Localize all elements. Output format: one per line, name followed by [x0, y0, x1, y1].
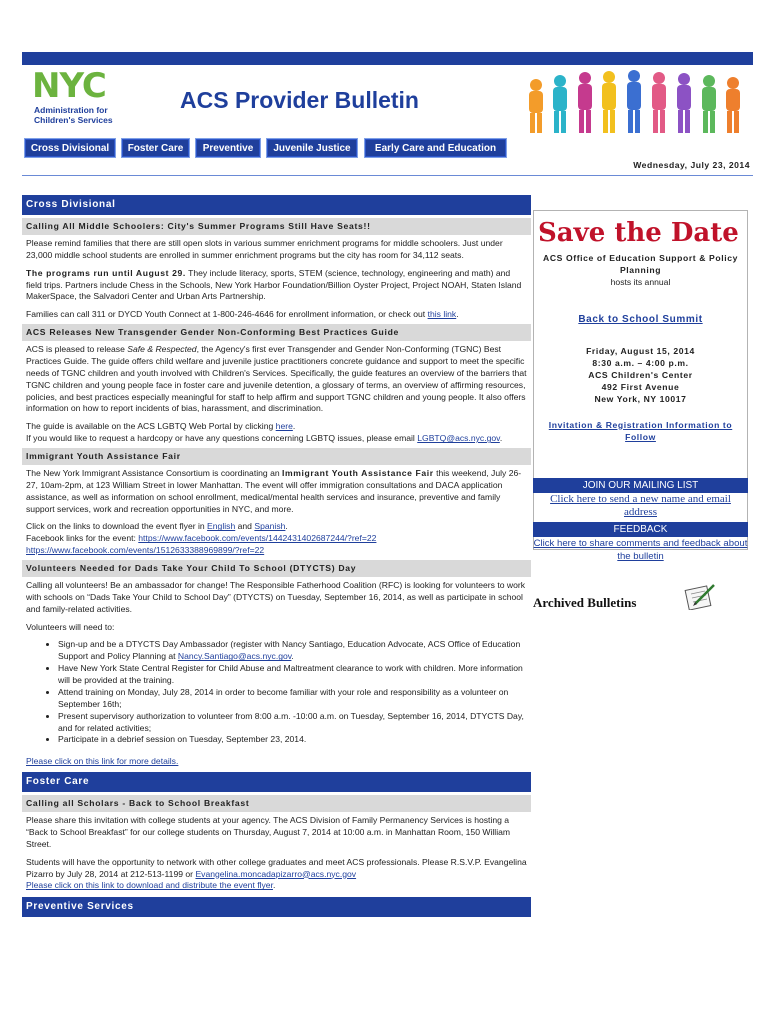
breakfast-p2: [22, 851, 531, 893]
summer-p2-rest: They include literacy, sports, STEM (science, technology, engineering and math) and field trips. Partners include Chess in the Schools, New York Harbor Foundation/Billion Oyster Project, Project NOAH, Staten Island MakerSpace, the Salvadori Center and Urban Arts Partnership.: [26, 267, 522, 302]
summer-p2-lead: The programs run until August 29.: [26, 267, 186, 278]
feedback-link[interactable]: Click here to share comments and feedback about the bulletin: [533, 538, 748, 562]
office-name: ACS Office of Education Support & Policy Planning: [543, 253, 738, 275]
mailing-list-bar: JOIN OUR MAILING LIST: [533, 478, 748, 493]
immigrant-p2-c: Facebook links for the event:: [26, 533, 139, 544]
tgnc-p1-b: , the Agency's first ever Transgender and Gender Non-Conforming (TGNC) Best Practices Guide. The guide offers child welfare and juvenile justice practitioners concrete guidance and support to meet the specific needs of TGNC children and youth involved with Children's Services. Specifically, the guide features an overview of the barriers that TGNC children and young people face in foster care and juvenile detention, a glossary of terms, an overview of affirming resources, policies, and best practices especially meaningful for staff to help affirm and support TGNC children and young people. It also offers information on how to report incidents of bias, harassment, and discrimination.: [26, 344, 527, 414]
summer-p3: [22, 303, 531, 321]
nav-early-care[interactable]: Early Care and Education: [364, 138, 507, 158]
immigrant-p1-bold: Immigrant Youth Assistance Fair: [282, 468, 434, 479]
immigrant-p2-b: .: [285, 521, 288, 532]
dtycts-heading: Volunteers Needed for Dads Take Your Child To School (DTYCTS) Day: [22, 560, 531, 577]
facebook-link-2[interactable]: https://www.facebook.com/events/1512633388969899/?ref=22: [26, 545, 265, 556]
sidebar: [533, 210, 748, 610]
lgbtq-email-link[interactable]: LGBTQ@acs.nyc.gov: [417, 433, 500, 444]
section-nav: [22, 138, 753, 158]
summer-p1: Please remind families that there are still open slots in various summer enrichment programs for middle schoolers. Just under 23,000 middle school students are enrolled in summer enrichment programs but the city has room for 34,112 seats.: [26, 238, 503, 260]
children-silhouettes-image: [512, 69, 752, 135]
section-preventive: Preventive Services: [22, 897, 531, 917]
summer-p2: [22, 262, 531, 304]
nav-foster-care[interactable]: Foster Care: [121, 138, 190, 158]
li1-b: .: [291, 651, 294, 662]
main-content: [22, 195, 531, 917]
mailing-block: [533, 478, 748, 563]
hosts-text: hosts its annual: [610, 276, 671, 287]
immigrant-p2: [22, 515, 531, 557]
header: [22, 65, 753, 135]
event-venue: ACS Children's Center: [588, 370, 693, 381]
nav-cross-divisional[interactable]: Cross Divisional: [24, 138, 116, 158]
volunteer-requirements-list: [22, 633, 531, 746]
logo-subtitle: Administration for Children's Services: [34, 105, 113, 125]
tgnc-p2: [22, 415, 531, 445]
breakfast-flyer-link[interactable]: Please click on this link to download and distribute the event flyer: [26, 880, 273, 891]
flyer-spanish-link[interactable]: Spanish: [254, 521, 286, 532]
list-item: • Participate in a debrief session on Tuesday, September 23, 2014.: [58, 734, 531, 746]
immigrant-p2-and: and: [235, 521, 255, 532]
tgnc-guide-heading: ACS Releases New Transgender Gender Non-Conforming Best Practices Guide: [22, 324, 531, 341]
tgnc-here-link[interactable]: here: [275, 421, 293, 432]
event-street: 492 First Avenue: [601, 381, 680, 392]
save-details: [538, 253, 743, 443]
logo-nyc-word: NYC: [32, 66, 106, 106]
list-item: • Attend training on Monday, July 28, 2014 in order to become familiar with your role and responsibility as a volunteer on September 16th;: [58, 687, 531, 711]
dtycts-p1: Calling all volunteers! Be an ambassador for change! The Responsible Fatherhood Coalition (RFC) is looking for volunteers to work with schools on “Dads Take Your Child to School Day” (DTYCTS) on Tuesday, September 16, 2014, as well as participate in school and family-related activities.: [26, 580, 526, 614]
tgnc-p1-em: Safe & Respected: [127, 344, 197, 355]
event-date: Friday, August 15, 2014: [586, 346, 695, 357]
tgnc-p1: [22, 341, 531, 415]
save-the-date-title: Save the Date: [538, 218, 739, 248]
feedback-bar: FEEDBACK: [533, 522, 748, 537]
tgnc-p2-d: .: [499, 433, 503, 444]
summer-programs-heading: Calling All Middle Schoolers: City's Summer Programs Still Have Seats!!: [22, 218, 531, 235]
archived-label: Archived Bulletins: [533, 595, 637, 610]
immigrant-p1: [22, 465, 531, 515]
dtycts-p2: Volunteers will need to:: [26, 621, 115, 632]
tgnc-p2-a: The guide is available on the ACS LGBTQ Web Portal by clicking: [26, 421, 276, 432]
tgnc-p2-b: .: [292, 421, 296, 432]
li1-a: Sign-up and be a DTYCTS Day Ambassador (register with Nancy Santiago, Education Advocate, ACS Office of Education Support and Policy Planning at: [58, 639, 521, 662]
invitation-link[interactable]: Invitation & Registration Information to Follow: [548, 419, 733, 442]
event-city: New York, NY 10017: [594, 393, 687, 404]
facebook-link-1[interactable]: https://www.facebook.com/events/1442431402687244/?ref=22: [138, 533, 377, 544]
list-item: • Present supervisory authorization to volunteer from 8:00 a.m. -10:00 a.m. on Tuesday, September 16, 2014, DTYCTS Day, and for related activities;: [58, 711, 531, 735]
immigrant-fair-heading: Immigrant Youth Assistance Fair: [22, 448, 531, 465]
tgnc-p2-c: If you would like to request a hardcopy or have any questions concerning LGBTQ issues, please email: [26, 433, 418, 444]
summer-p3-text: Families can call 311 or DYCD Youth Connect at 1-800-246-4646 for enrollment information, or check out: [26, 309, 428, 320]
nyc-acs-logo[interactable]: [28, 66, 148, 131]
evangelina-email-link[interactable]: Evangelina.moncadapizarro@acs.nyc.gov: [195, 868, 357, 879]
event-when-where: [538, 346, 743, 405]
breakfast-p2-b: .: [272, 880, 276, 891]
nancy-email-link[interactable]: Nancy.Santiago@acs.nyc.gov: [177, 651, 292, 662]
breakfast-p2-a: Students will have the opportunity to network with other college graduates and meet ACS professionals. Please R.S.V.P. Evangelina Pizarro by July 28, 2014 at 212-513-1199 or: [26, 856, 527, 879]
summer-p3-end: .: [456, 309, 459, 320]
mailing-list-link[interactable]: Click here to send a new name and email address: [550, 493, 731, 518]
summit-link[interactable]: Back to School Summit: [578, 313, 703, 325]
nav-preventive[interactable]: Preventive: [195, 138, 261, 158]
dtycts-details-link[interactable]: Please click on this link for more details.: [26, 756, 179, 767]
summer-this-link[interactable]: this link: [427, 309, 457, 320]
breakfast-p1: Please share this invitation with college students at your agency. The ACS Division of Family Permanency Services is hosting a “Back to School Breakfast” for our college students on Thursday, August 7, 2014 at 10:00 a.m. in Manhattan Room, 150 William Street.: [26, 815, 511, 849]
list-item: [58, 639, 531, 663]
breakfast-heading: Calling all Scholars - Back to School Breakfast: [22, 795, 531, 812]
tgnc-p1-a: ACS is pleased to release: [26, 344, 128, 355]
immigrant-p2-a: Click on the links to download the event flyer in: [26, 521, 208, 532]
section-cross-divisional: Cross Divisional: [22, 195, 531, 215]
bulletin-title: ACS Provider Bulletin: [180, 87, 419, 113]
flyer-english-link[interactable]: English: [207, 521, 236, 532]
notepad-pencil-icon: [683, 582, 717, 610]
event-time: 8:30 a.m. – 4:00 p.m.: [592, 358, 689, 369]
immigrant-p1-a: The New York Immigrant Assistance Consortium is coordinating an: [26, 468, 283, 479]
list-item: • Have New York State Central Register for Child Abuse and Maltreatment clearance to work with children. More information will be provided at the training.: [58, 663, 531, 687]
bulletin-date: Wednesday, July 23, 2014: [633, 160, 750, 170]
nav-juvenile-justice[interactable]: Juvenile Justice: [266, 138, 358, 158]
header-divider: [22, 175, 753, 176]
section-foster-care: Foster Care: [22, 772, 531, 792]
top-blue-bar: [22, 52, 753, 65]
immigrant-p1-b: this weekend, July 26-27, 10am-2pm, at 123 William Street in lower Manhattan. The event will offer immigration consultations and DACA application assistance, as well as information on school enrollment, medical/mental health services and insurance, preventive and family support services, work and recreation opportunities in NYC, and more.: [26, 468, 522, 514]
dtycts-link-wrap: [22, 746, 531, 768]
